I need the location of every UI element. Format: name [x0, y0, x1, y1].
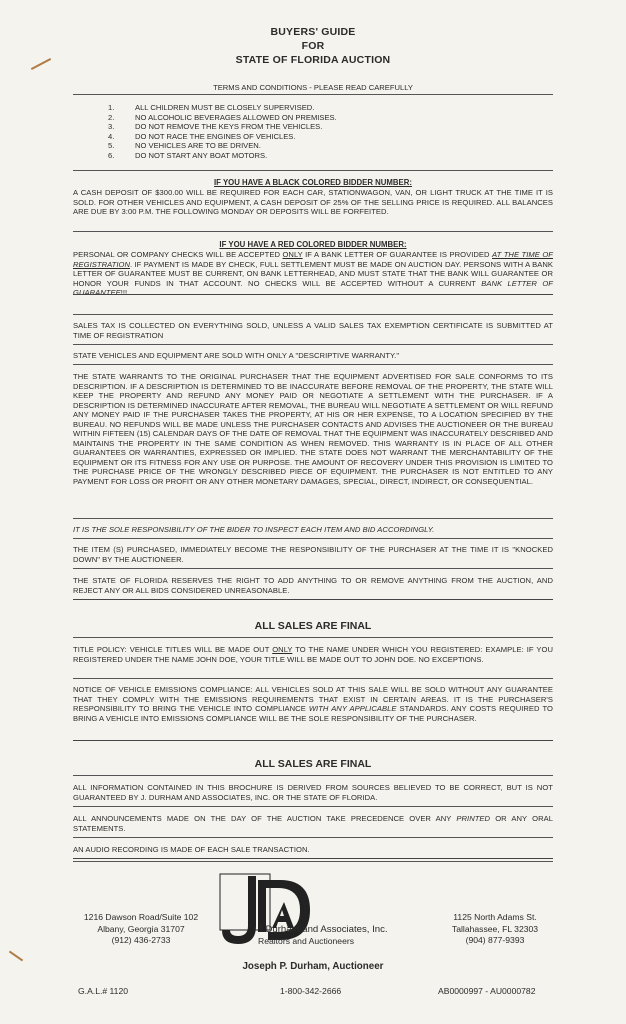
reserves-text: THE STATE OF FLORIDA RESERVES THE RIGHT TO ADD ANYTHING TO OR REMOVE ANYTHING FROM THE AUCTION, AND REJECT ANY OR ALL BIDS CONSIDERED UNREASONABLE.: [73, 576, 553, 595]
company-name: J.Durham and Associates, Inc.: [258, 924, 388, 935]
guide-title-for: FOR: [301, 40, 325, 52]
divider: [73, 837, 553, 838]
divider: [73, 518, 553, 519]
divider: [73, 538, 553, 539]
all-sales-final-heading-2: ALL SALES ARE FINAL: [254, 758, 372, 770]
announcements-text: ALL ANNOUNCEMENTS MADE ON THE DAY OF THE AUCTION TAKE PRECEDENCE OVER ANY PRINTED OR ANY ORAL STATEMENTS.: [73, 814, 553, 833]
divider: [73, 740, 553, 741]
inspect-text: IT IS THE SOLE RESPONSIBILITY OF THE BIDER TO INSPECT EACH ITEM AND BID ACCORDINGLY.: [73, 525, 435, 534]
list-item: 5. NO VEHICLES ARE TO BE DRIVEN.: [108, 141, 261, 150]
black-bidder-text: A CASH DEPOSIT OF $300.00 WILL BE REQUIRED FOR EACH CAR, STATIONWAGON, VAN, OR LIGHT TRUCK AT THE TIME IT IS SOLD. FOR OTHER VEHICLES AND EQUIPMENT, A CASH DEPOSIT OF 25% OF THE SELLING PRICE IS REQUIRED. ALL BALANCES ARE DUE BY 3:00 P.M. THE FOLLOWING MONDAY OR DEPOSITS WILL BE FORFEITED.: [73, 188, 553, 216]
black-bidder-heading: IF YOU HAVE A BLACK COLORED BIDDER NUMBER:: [214, 178, 412, 187]
guide-title: BUYERS' GUIDE: [270, 26, 356, 38]
sales-tax-text: SALES TAX IS COLLECTED ON EVERYTHING SOLD, UNLESS A VALID SALES TAX EXEMPTION CERTIFICATE IS SUBMITTED AT TIME OF REGISTRATION: [73, 321, 553, 340]
guide-title-auction: STATE OF FLORIDA AUCTION: [235, 54, 391, 66]
divider: [73, 599, 553, 600]
gal-number: G.A.L.# 1120: [78, 986, 129, 996]
terms-title: TERMS AND CONDITIONS - PLEASE READ CAREFULLY: [213, 83, 413, 92]
tallahassee-address: 1125 North Adams St. Tallahassee, FL 32303 (904) 877-9393: [451, 912, 539, 945]
knocked-down-text: THE ITEM (S) PURCHASED, IMMEDIATELY BECOME THE RESPONSIBILITY OF THE PURCHASER AT THE TIME IT IS "KNOCKED DOWN" BY THE AUCTIONEER.: [73, 545, 553, 564]
list-item: 4. DO NOT RACE THE ENGINES OF VEHICLES.: [108, 131, 296, 141]
information-disclaimer-text: ALL INFORMATION CONTAINED IN THIS BROCHURE IS DERIVED FROM SOURCES BELIEVED TO BE CORRECT, BUT IS NOT GUARANTEED BY J. DURHAM AND ASSOCIATES, INC. OR THE STATE OF FLORIDA.: [73, 783, 553, 802]
red-bidder-heading: IF YOU HAVE A RED COLORED BIDDER NUMBER:: [219, 240, 407, 249]
audio-recording-text: AN AUDIO RECORDING IS MADE OF EACH SALE TRANSACTION.: [73, 845, 310, 854]
rules-list: [108, 103, 337, 160]
all-sales-final-heading: ALL SALES ARE FINAL: [254, 620, 372, 632]
divider: [73, 775, 553, 776]
divider: [73, 806, 553, 807]
divider: [73, 364, 553, 365]
list-item: 1. ALL CHILDREN MUST BE CLOSELY SUPERVISED.: [108, 103, 315, 112]
divider: [73, 94, 553, 95]
divider: [73, 568, 553, 569]
list-item: 6. DO NOT START ANY BOAT MOTORS.: [108, 150, 268, 160]
emissions-text: NOTICE OF VEHICLE EMISSIONS COMPLIANCE: ALL VEHICLES SOLD AT THIS SALE WILL BE SOLD WITHOUT ANY GUARANTEE THAT THEY COMPLY WITH THE EMISSIONS REQUIREMENTS THAT EXIST IN CERTAIN AREAS. IT IS THE PURCHASER'S RESPONSIBILITY TO BRING THE VEHICLE INTO COMPLIANCE WITH ANY APPLICABLE STANDARDS. ANY COSTS REQUIRED TO BRING A VEHICLE INTO EMISSIONS COMPLIANCE WILL BE THE SOLE RESPONSIBILITY OF THE PURCHASER.: [73, 685, 553, 723]
divider: [73, 637, 553, 638]
divider: [73, 678, 553, 679]
company-subtitle: Realtors and Auctioneers: [258, 936, 355, 946]
divider: [73, 231, 553, 232]
list-item: 3. DO NOT REMOVE THE KEYS FROM THE VEHICLES.: [108, 122, 323, 131]
descriptive-warranty-text: STATE VEHICLES AND EQUIPMENT ARE SOLD WITH ONLY A "DESCRIPTIVE WARRANTY.": [73, 351, 400, 360]
divider: [73, 314, 553, 315]
license-numbers: AB0000997 - AU0000782: [438, 986, 536, 996]
title-policy-text: TITLE POLICY: VEHICLE TITLES WILL BE MADE OUT ONLY TO THE NAME UNDER WHICH YOU REGISTERED: EXAMPLE: IF YOU REGISTERED UNDER THE NAME JOHN DOE, YOUR TITLE WILL BE MADE OUT TO JOHN DOE. NO EXCEPTIONS.: [73, 645, 553, 664]
list-item: 2. NO ALCOHOLIC BEVERAGES ALLOWED ON PREMISES.: [108, 112, 337, 122]
divider: [73, 170, 553, 171]
warranty-text: THE STATE WARRANTS TO THE ORIGINAL PURCHASER THAT THE EQUIPMENT ADVERTISED FOR SALE CONFORMS TO ITS DESCRIPTION. IF A DESCRIPTION IS DETERMINED TO BE INACCURATE BEFORE REMOVAL OF THE PROPERTY, THE STATE WILL KEEP THE PROPERTY AND REFUND ANY MONEY PAID OR NEGOTIATE A SETTLEMENT WITH THE PURCHASER. IF A DESCRIPTION IS DETERMINED INACCURATE AFTER REMOVAL, THE BUREAU WILL NEGOTIATE A SETTLEMENT OR WILL REFUND ANY MONEY PAID IF THE PURCHASER TAKES THE PROPERTY, AT HIS OR HER EXPENSE, TO A LOCATION SPECIFIED BY THE BUREAU. NO REFUNDS WILL BE MADE UNLESS THE PURCHASER CONTACTS AND ADVISES THE AUCTIONEER OR THE BUREAU WITHIN FIFTEEN (15) CALENDAR DAYS OF THE DATE OF REMOVAL THAT THE EQUIPMENT WAS INACCURATELY DESCRIBED AND MAINTAINS THE PROPERTY IN THE SAME CONDITION AS WHEN REMOVED. THIS WARRANTY IS IN PLACE OF ALL OTHER GUARANTEES OR WARRANTIES, EXPRESSED OR IMPLIED. THE STATE DOES NOT WARRANT THE MERCHANTABILITY OF THE EQUIPMENT OR ITS FITNESS FOR ANY USE OR PURPOSE. THE AMOUNT OF RECOVERY UNDER THIS PROVISION IS LIMITED TO THE PURCHASE PRICE OF THE WRONGLY DESCRIBED PIECE OF EQUIPMENT. THE PURCHASER IS NOT ENTITLED TO ANY PAYMENT FOR LOSS OR PROFIT OR ANY OTHER MONETARY DAMAGES, SPECIAL, DIRECT, INDIRECT, OR CONSEQUENTIAL.: [73, 372, 553, 486]
divider: [73, 344, 553, 345]
scan-mark: [9, 951, 23, 962]
toll-free-phone: 1-800-342-2666: [280, 986, 342, 996]
red-bidder-text: PERSONAL OR COMPANY CHECKS WILL BE ACCEPTED ONLY IF A BANK LETTER OF GUARANTEE IS PROVIDED AT THE TIME OF REGISTRATION. IF PAYMENT IS MADE BY CHECK, FULL SETTLEMENT MUST BE MADE ON AUCTION DAY. PERSONS WITH A BANK LETTER OF GUARANTEE MUST BE CURRENT, ON BANK LETTERHEAD, AND MUST STATE THAT THE BANK WILL GUARANTEE OR HONOR YOUR FUNDS IN THAT ACCOUNT. NO CHECKS WILL BE ACCEPTED WITHOUT A CURRENT BANK LETTER OF GUARANTEE!!!: [73, 250, 553, 297]
divider: [73, 294, 553, 295]
divider: [73, 858, 553, 859]
albany-address: 1216 Dawson Road/Suite 102 Albany, Georgia 31707 (912) 436-2733: [83, 912, 199, 945]
divider: [73, 861, 553, 862]
auctioneer-name: Joseph P. Durham, Auctioneer: [242, 961, 384, 972]
